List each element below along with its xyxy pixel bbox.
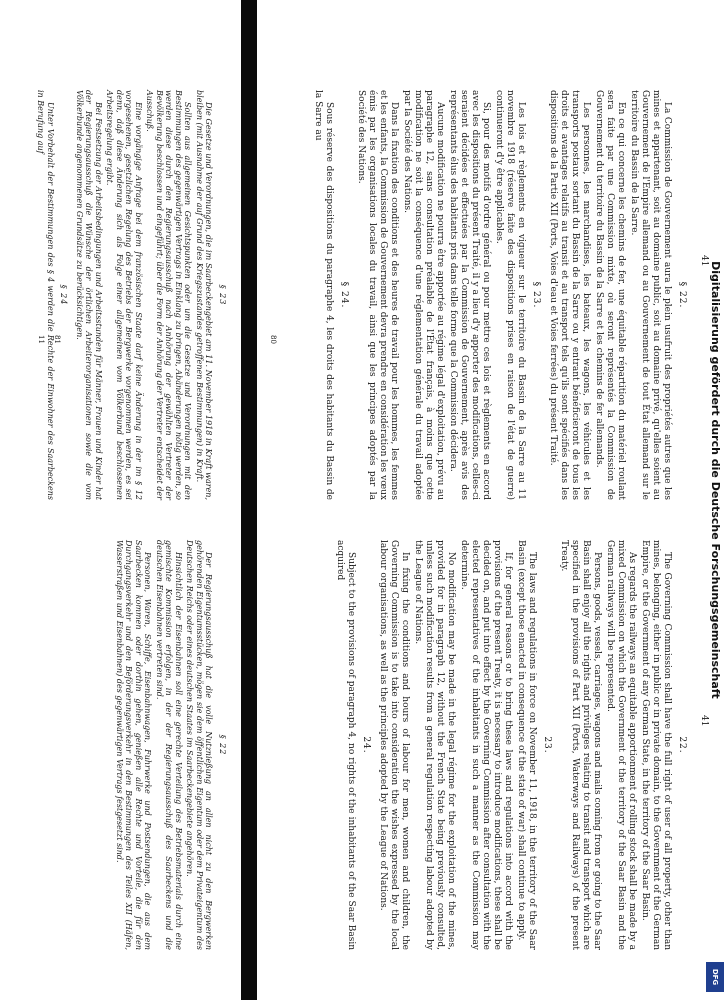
- paragraph: Aucune modification ne pourra être apportée au régime légal d'exploitation, prévu au paragraphe 12, sans consultation préalable de l'État français, à moins que cette modification ne soit la conséquence d'une réglementation générale du travail adoptée par la Société des Nations.: [402, 90, 445, 500]
- paragraph: Dans la fixation des conditions et des heures de travail pour les hommes, les femmes et les enfants, la Commission de Gouvernement devra prendre en considération les vœux émis par les organisations locales du travail, ainsi que les principes adoptés par la Société des Nations.: [356, 90, 399, 500]
- paragraph: The laws and regulations in force on November 11, 1918, in the territory of the Saar Basin (except those enacted in consequence of the state of war) shall continue to apply.: [516, 540, 537, 950]
- french-column: [310, 90, 693, 500]
- section-heading: § 22: [218, 734, 227, 756]
- page-number-right: 41: [699, 715, 709, 727]
- section-heading: 22.: [677, 736, 687, 754]
- section-heading: § 24: [59, 284, 69, 306]
- english-column: [332, 540, 693, 950]
- paragraph: Persons, goods, vessels, carriages, wagons and mails coming from or going to the Saar Basin shall enjoy all the rights and privileges relating to transit and transport which are specified in the provisions of Part XII (Ports, Waterways and Railways) of the present Treaty.: [559, 540, 602, 950]
- section-heading: § 23.: [531, 281, 541, 309]
- paragraph: En ce qui concerne les chemins de fer, une équitable répartition du matériel roulant sera faite par une Commission mixte, où seront représentés la Commission de Gouvernement du territoire du Bassin de la Sarre et les chemins de fer allemands.: [594, 90, 626, 500]
- folio-number: 11: [37, 335, 45, 344]
- page-number-left: 41: [699, 255, 709, 267]
- paragraph: Personen, Waren, Schiffe, Eisenbahnwagen, Fuhrwerke und Postsendungen, die aus dem Saarbecken kommen oder dorthin gehen, genießen alle Rechte und Vorteile, die für den Durchgangsverkehr und den Beförderungsverkehr in den Bestimmungen des Teiles XII (Häfen, Wasserstraßen und Eisenbahnen) des gegenwärtigen Vertrags festgesetzt sind.: [115, 540, 153, 950]
- paragraph: Subject to the provisions of paragraph 4, no rights of the inhabitants of the Saar Basin acquired: [335, 540, 356, 950]
- dfg-watermark-vertical: [705, 0, 725, 1000]
- paragraph: Der Regierungsausschuß hat die volle Nutznießung an allen nicht zu den Bergwerken gehörenden Eigentumsstücken, mögen sie dem öffentlichen Eigentum oder dem Privateigentum des Deutschen Reichs oder eines deutschen Staates im Saarbeckengebiete angehören.: [185, 540, 214, 950]
- paragraph: Sous réserve des dispositions du paragraphe 4, les droits des habitants du Bassin de la Sarre au: [313, 90, 334, 500]
- paragraph: Eine vorgängige Anfrage bei dem französischen Staate darf keine Änderung in der im § 12 vorgesehenen, gesetzlichen Regelung des Betriebs der Bergwerke vorgenommen werden, es sei denn, daß diese Änderung sich als Folge einer allgemeinen vom Völkerbund beschlossenen Arbeitsregelung ergibt.: [105, 90, 143, 500]
- paragraph: The Governing Commission shall have the full right of user of all property, other than mines, belonging, either in public or in private domain, to the Government of the German Empire, or the Government of any German State, in the territory of the Saar Basin.: [640, 540, 672, 950]
- paragraph: Hinsichtlich der Eisenbahnen soll eine gerechte Verteilung des Betriebsmaterials durch eine gemischte Kommission erfolgen, in der der Regierungsausschuß des Saarbeckens und die deutschen Eisenbahnen vertreten sind.: [155, 540, 183, 950]
- german-column-b: [34, 90, 233, 500]
- paragraph: Unter Vorbehalt der Bestimmungen des § 4 werden die Rechte der Einwohner des Saarbeckens in Berufung auf: [36, 90, 55, 500]
- german-column-a: [113, 540, 234, 950]
- lower-page: [0, 0, 241, 1000]
- paragraph: In fixing the conditions and hours of labour for men, women and children, the Governing Commission is to take into consideration the wishes expressed by the local labour organisations, as well as the principles adopted by the League of Nations.: [378, 540, 410, 950]
- upper-page: [257, 0, 727, 1000]
- dfg-watermark-text: Digitalisierung gefördert durch die Deutsche Forschungsgemeinschaft: [709, 261, 722, 699]
- paragraph: Si, pour des motifs d'ordre général ou pour mettre ces lois et règlements en accord avec les dispositions du présent Traité, il y a lieu d'y apporter des modifications, celles-ci seraient décidées et effectuées par la Commission de Gouvernement, après avis des représentants élus des habitants pris dans telle forme que la Commission décidera.: [448, 90, 491, 500]
- paragraph: La Commission de Gouvernement aura le plein usufruit des propriétés autres que les mines et appartenant, soit au domaine public, soit au domaine privé, qu'elles soient au Gouvernement de l'Empire allemand ou au Gouvernement de tout État allemand sur le territoire du Bassin de la Sarre.: [629, 90, 672, 500]
- section-heading: 24.: [361, 736, 371, 754]
- section-heading: § 22.: [677, 281, 687, 309]
- dfg-logo: DFG: [706, 962, 724, 992]
- folio-number: 80: [269, 335, 277, 344]
- section-heading: § 24.: [339, 281, 349, 309]
- paragraph: No modification may be made in the legal régime for the exploitation of the mines, provided for in paragraph 12, without the French State being previously consulted, unless such modification results from a general regulation respecting labour adopted by the League of Nations.: [413, 540, 456, 950]
- folio-number: 81: [53, 335, 61, 344]
- paragraph: Die Gesetze und Verordnungen, die im Saarbeckengebiet am 11. November 1918 in Kraft waren, bleiben (mit Ausnahme der auf Grund des Kriegszustandes getroffenen Bestimmungen) in Kraft.: [195, 90, 214, 500]
- paragraph: If, for general reasons or to bring these laws and regulations into accord with the provisions of the present Treaty, it is necessary to introduce modifications, these shall be decided on, and put into effect by the Governing Commission after consultation with the elected representatives of the inhabitants in such a manner as the Commission may determine.: [459, 540, 513, 950]
- paragraph: Sollten aus allgemeinen Gesichtspunkten oder um die Gesetze und Verordnungen mit den Bestimmungen des gegenwärtigen Vertrags in Einklang zu bringen, Abänderungen nötig werden, so werden diese durch den Regierungsausschuß nach Anhörung der gewählten Vertreter der Bevölkerung beschlossen und eingeführt; über die Form der Anhörung der Vertreter entscheidet der Ausschuß.: [145, 90, 193, 500]
- paragraph: Les lois et règlements en vigueur sur le territoire du Bassin de la Sarre au 11 novembre 1918 (réserve faite des dispositions prises en raison de l'état de guerre) continueront d'y être applicables.: [494, 90, 526, 500]
- paragraph: As regards the railways an equitable apportionment of rolling stock shall be made by a mixed Commission on which the Government of the territory of the Saar Basin and the German railways will be represented.: [605, 540, 637, 950]
- section-heading: § 23: [218, 284, 227, 306]
- section-heading: 23.: [542, 736, 552, 754]
- paragraph: Bei Festsetzung der Arbeitsbedingungen und Arbeitsstunden für Männer, Frauen und Kinder hat der Regierungsausschuß die Wünsche der örtlichen Arbeiterorganisationen sowie die vom Völkerbunde angenommenen Grundsätze zu berücksichtigen.: [75, 90, 103, 500]
- page-divider-bar: [241, 0, 257, 1000]
- paragraph: Les personnes, les marchandises, les bateaux, les wagons, les véhicules et les transports postaux sortant du Bassin de la Sarre ou y entrant bénéficieront de tous les droits et avantages relatifs au transit et au transport tels qu'ils sont spécifiés dans les dispositions de la Partie XII (Ports, Voies d'eau et Voies ferrées) du présent Traité.: [548, 90, 591, 500]
